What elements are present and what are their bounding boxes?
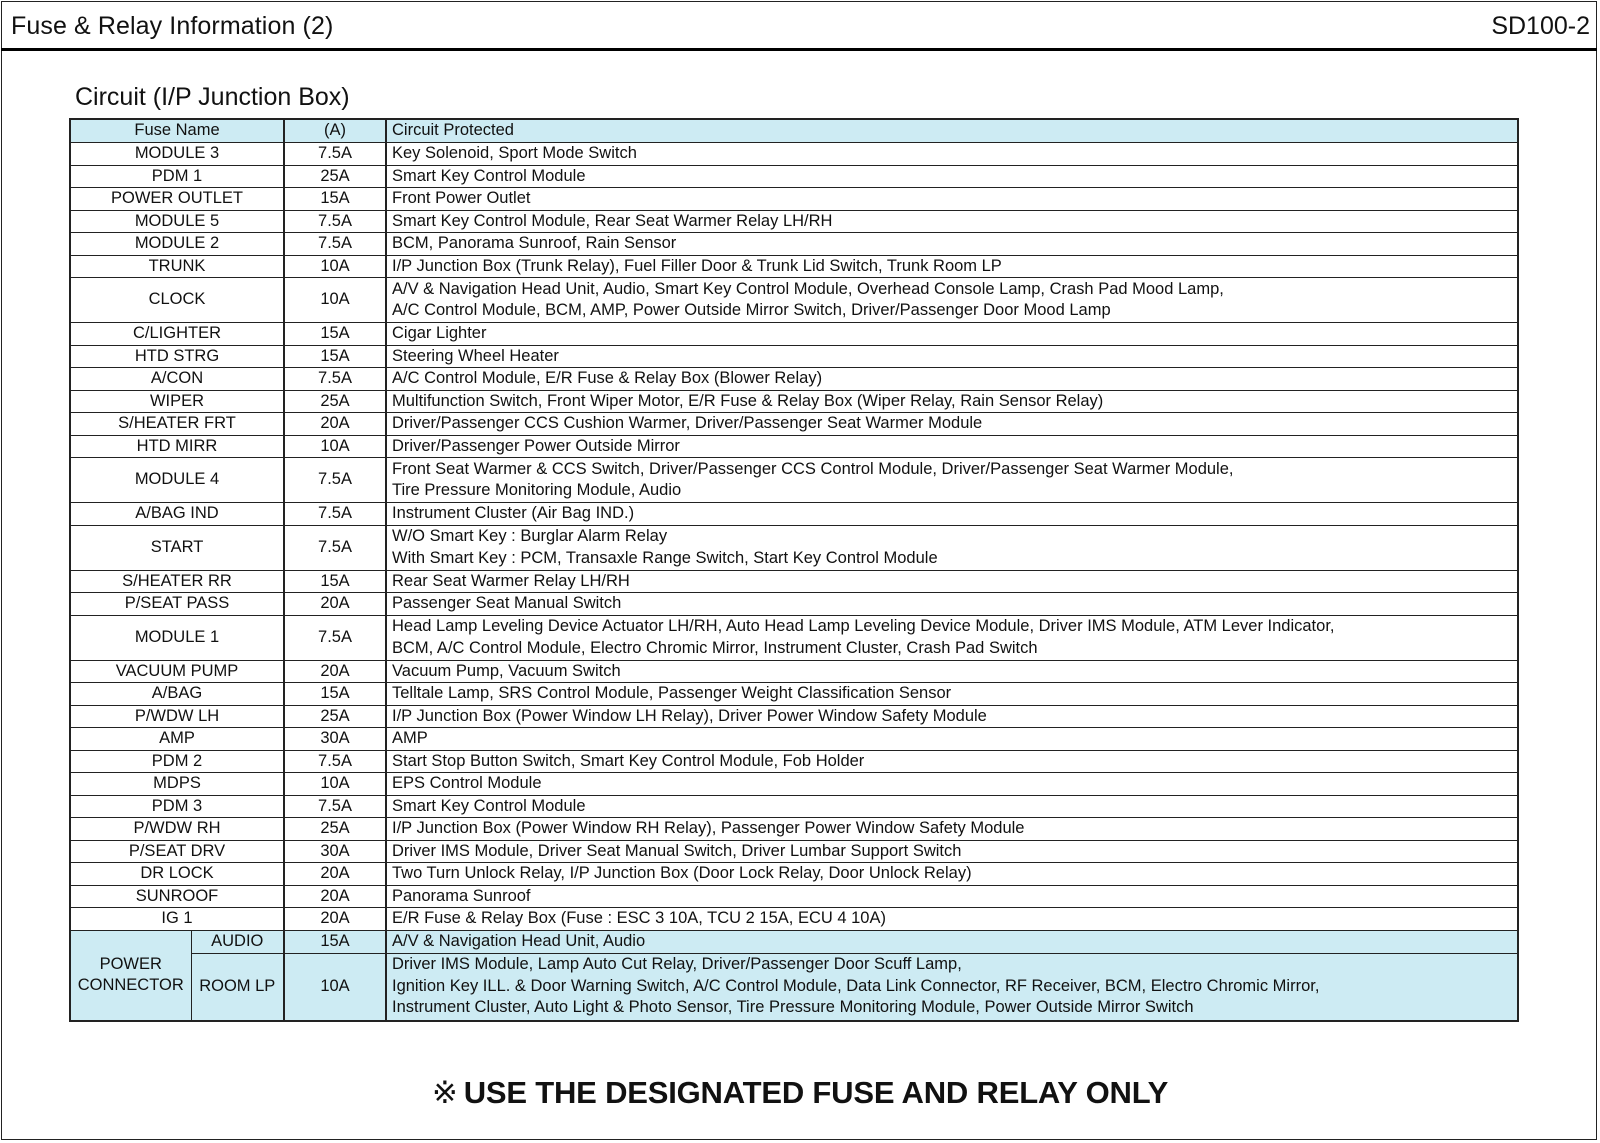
circuit-protected-line: Two Turn Unlock Relay, I/P Junction Box (Door Lock Relay, Door Unlock Relay) [392,864,972,882]
fuse-name-cell: POWER OUTLET [70,188,284,211]
circuit-protected-line: Driver IMS Module, Lamp Auto Cut Relay, Driver/Passenger Door Scuff Lamp, [392,955,962,974]
fuse-name-cell: HTD STRG [70,345,284,368]
table-row [70,840,1518,863]
power-connector-group-cell [70,930,191,1021]
fuse-amp-cell: 7.5A [284,525,386,570]
fuse-name-cell: P/SEAT PASS [70,593,284,616]
fuse-name-cell: MODULE 2 [70,233,284,256]
table-row [70,503,1518,526]
table-row [70,570,1518,593]
fuse-name-cell: MODULE 1 [70,615,284,660]
fuse-amp-cell: 20A [284,863,386,886]
fuse-amp-cell: 30A [284,728,386,751]
circuit-protected-line: Front Seat Warmer & CCS Switch, Driver/Passenger CCS Control Module, Driver/Passenger Seat Warmer Module, [392,459,1234,478]
fuse-name-cell: TRUNK [70,255,284,278]
fuse-amp-cell: 20A [284,885,386,908]
power-connector-sub-name: AUDIO [191,930,284,953]
circuit-protected-line: EPS Control Module [392,774,542,792]
table-row [70,683,1518,706]
circuit-protected-cell [386,390,1518,413]
circuit-protected-cell [386,930,1518,953]
fuse-name-cell: PDM 3 [70,795,284,818]
circuit-protected-line: Cigar Lighter [392,324,487,342]
header-amp: (A) [284,119,386,143]
circuit-protected-line: I/P Junction Box (Power Window RH Relay), Passenger Power Window Safety Module [392,819,1025,837]
table-row [70,750,1518,773]
circuit-protected-line: Front Power Outlet [392,189,531,207]
circuit-protected-cell [386,908,1518,931]
fuse-amp-cell: 7.5A [284,210,386,233]
circuit-protected-cell [386,525,1518,570]
circuit-protected-line: BCM, Panorama Sunroof, Rain Sensor [392,234,677,252]
table-row [70,818,1518,841]
circuit-protected-line: Passenger Seat Manual Switch [392,594,622,612]
circuit-protected-line: Telltale Lamp, SRS Control Module, Passenger Weight Classification Sensor [392,684,952,702]
table-row [70,705,1518,728]
notice-text: USE THE DESIGNATED FUSE AND RELAY ONLY [463,1075,1169,1110]
fuse-name-cell: A/BAG [70,683,284,706]
fuse-name-cell: SUNROOF [70,885,284,908]
fuse-name-cell: DR LOCK [70,863,284,886]
notice-banner [0,1075,1600,1111]
table-row [70,413,1518,436]
page-title: Fuse & Relay Information (2) [11,12,334,40]
fuse-amp-cell: 25A [284,165,386,188]
fuse-amp-cell: 20A [284,593,386,616]
fuse-amp-cell: 25A [284,705,386,728]
fuse-name-cell: PDM 2 [70,750,284,773]
circuit-protected-line: Ignition Key ILL. & Door Warning Switch, A/C Control Module, Data Link Connector, RF Receiver, BCM, Electro Chromic Mirror, [392,976,1320,995]
table-row [70,615,1518,660]
fuse-amp-cell: 10A [284,255,386,278]
fuse-amp-cell: 7.5A [284,368,386,391]
fuse-name-cell: PDM 1 [70,165,284,188]
circuit-protected-cell [386,233,1518,256]
circuit-protected-line: Driver/Passenger Power Outside Mirror [392,436,680,455]
circuit-protected-line: Instrument Cluster (Air Bag IND.) [392,504,635,522]
fuse-name-cell: CLOCK [70,278,284,323]
circuit-protected-line: BCM, A/C Control Module, Electro Chromic Mirror, Instrument Cluster, Crash Pad Switch [392,638,1038,657]
circuit-protected-line: Multifunction Switch, Front Wiper Motor, E/R Fuse & Relay Box (Wiper Relay, Rain Sensor Relay) [392,391,1104,410]
fuse-amp-cell: 7.5A [284,615,386,660]
circuit-protected-cell [386,210,1518,233]
fuse-name-cell: MODULE 3 [70,143,284,166]
fuse-amp-cell: 25A [284,390,386,413]
fuse-amp-cell: 15A [284,570,386,593]
circuit-protected-cell [386,165,1518,188]
header-fuse-name: Fuse Name [70,119,284,143]
table-row [70,143,1518,166]
fuse-name-cell: P/WDW LH [70,705,284,728]
circuit-protected-line: A/C Control Module, E/R Fuse & Relay Box (Blower Relay) [392,369,823,387]
table-row [70,210,1518,233]
fuse-amp-cell: 7.5A [284,143,386,166]
circuit-protected-cell [386,593,1518,616]
section-title: Circuit (I/P Junction Box) [75,83,350,111]
fuse-amp-cell: 7.5A [284,458,386,503]
circuit-protected-cell [386,278,1518,323]
circuit-protected-cell [386,863,1518,886]
power-connector-label-line2: CONNECTOR [77,976,184,994]
table-row [70,368,1518,391]
circuit-protected-line: W/O Smart Key : Burglar Alarm Relay [392,527,668,545]
fuse-name-cell: MDPS [70,773,284,796]
fuse-amp-cell: 20A [284,908,386,931]
fuse-name-cell: IG 1 [70,908,284,931]
table-row [70,233,1518,256]
circuit-protected-cell [386,143,1518,166]
fuse-name-cell: WIPER [70,390,284,413]
fuse-amp-cell: 10A [284,773,386,796]
fuse-amp-cell: 25A [284,818,386,841]
fuse-amp-cell: 15A [284,683,386,706]
table-row [70,863,1518,886]
circuit-protected-cell [386,323,1518,346]
fuse-table [69,118,1519,1022]
circuit-protected-cell [386,435,1518,458]
table-row [70,908,1518,931]
circuit-protected-line: A/V & Navigation Head Unit, Audio, Smart Key Control Module, Overhead Console Lamp, Crash Pad Mood Lamp, [392,279,1224,298]
fuse-name-cell: P/SEAT DRV [70,840,284,863]
fuse-name-cell: A/CON [70,368,284,391]
fuse-amp-cell: 7.5A [284,750,386,773]
fuse-amp-cell: 10A [284,278,386,323]
table-row [70,885,1518,908]
fuse-name-cell: A/BAG IND [70,503,284,526]
fuse-amp-cell: 15A [284,345,386,368]
power-connector-label-line1: POWER [99,954,162,973]
fuse-name-cell: HTD MIRR [70,435,284,458]
fuse-name-cell: VACUUM PUMP [70,660,284,683]
circuit-protected-cell [386,818,1518,841]
table-row [70,323,1518,346]
circuit-protected-line: E/R Fuse & Relay Box (Fuse : ESC 3 10A, TCU 2 15A, ECU 4 10A) [392,909,886,927]
circuit-protected-line: Smart Key Control Module [392,796,586,815]
circuit-protected-line: Key Solenoid, Sport Mode Switch [392,144,637,162]
fuse-amp-cell: 10A [284,953,386,1021]
table-row [70,165,1518,188]
table-row [70,660,1518,683]
fuse-name-cell: AMP [70,728,284,751]
table-header-row [70,119,1518,143]
fuse-amp-cell: 20A [284,660,386,683]
circuit-protected-cell [386,615,1518,660]
circuit-protected-line: I/P Junction Box (Power Window LH Relay), Driver Power Window Safety Module [392,706,987,725]
table-row [70,255,1518,278]
table-row [70,435,1518,458]
table-row [70,188,1518,211]
table-row [70,728,1518,751]
circuit-protected-cell [386,570,1518,593]
fuse-name-cell: C/LIGHTER [70,323,284,346]
circuit-protected-line: AMP [392,729,428,747]
power-connector-sub-name: ROOM LP [191,953,284,1021]
table-row [70,458,1518,503]
circuit-protected-cell [386,705,1518,728]
fuse-amp-cell: 10A [284,435,386,458]
circuit-protected-cell [386,683,1518,706]
circuit-protected-line: Rear Seat Warmer Relay LH/RH [392,571,630,590]
circuit-protected-cell [386,503,1518,526]
circuit-protected-cell [386,728,1518,751]
circuit-protected-line: Panorama Sunroof [392,886,531,905]
table-row [70,593,1518,616]
circuit-protected-line: Driver IMS Module, Driver Seat Manual Switch, Driver Lumbar Support Switch [392,841,962,860]
fuse-amp-cell: 15A [284,930,386,953]
fuse-name-cell: MODULE 4 [70,458,284,503]
circuit-protected-line: I/P Junction Box (Trunk Relay), Fuel Filler Door & Trunk Lid Switch, Trunk Room LP [392,256,1002,275]
circuit-protected-cell [386,660,1518,683]
fuse-name-cell: S/HEATER FRT [70,413,284,436]
circuit-protected-line: Vacuum Pump, Vacuum Switch [392,661,621,680]
table-row [70,390,1518,413]
circuit-protected-cell [386,750,1518,773]
circuit-protected-cell [386,953,1518,1021]
circuit-protected-line: Tire Pressure Monitoring Module, Audio [392,481,682,499]
circuit-protected-line: Smart Key Control Module [392,166,586,185]
fuse-name-cell: MODULE 5 [70,210,284,233]
circuit-protected-line: A/V & Navigation Head Unit, Audio [392,931,646,950]
header-circuit-protected: Circuit Protected [386,119,1518,143]
fuse-amp-cell: 7.5A [284,503,386,526]
circuit-protected-cell [386,255,1518,278]
fuse-amp-cell: 15A [284,323,386,346]
fuse-name-cell: START [70,525,284,570]
circuit-protected-line: Driver/Passenger CCS Cushion Warmer, Driver/Passenger Seat Warmer Module [392,414,983,432]
fuse-name-cell: S/HEATER RR [70,570,284,593]
circuit-protected-cell [386,795,1518,818]
circuit-protected-line: Steering Wheel Heater [392,346,559,365]
circuit-protected-line: Instrument Cluster, Auto Light & Photo Sensor, Tire Pressure Monitoring Module, Power Outside Mirror Switch [392,998,1194,1017]
circuit-protected-cell [386,840,1518,863]
table-row [70,773,1518,796]
circuit-protected-cell [386,345,1518,368]
circuit-protected-cell [386,368,1518,391]
page-header [1,1,1597,51]
circuit-protected-cell [386,885,1518,908]
circuit-protected-line: A/C Control Module, BCM, AMP, Power Outside Mirror Switch, Driver/Passenger Door Mood Lamp [392,301,1111,319]
table-row [70,345,1518,368]
reference-mark-icon: ※ [431,1075,458,1110]
circuit-protected-line: Head Lamp Leveling Device Actuator LH/RH, Auto Head Lamp Leveling Device Module, Driver IMS Module, ATM Lever Indicator, [392,617,1335,635]
table-row-power-connector [70,953,1518,1021]
fuse-amp-cell: 20A [284,413,386,436]
circuit-protected-line: Smart Key Control Module, Rear Seat Warmer Relay LH/RH [392,211,833,230]
circuit-protected-cell [386,188,1518,211]
fuse-amp-cell: 7.5A [284,795,386,818]
table-row [70,795,1518,818]
circuit-protected-cell [386,458,1518,503]
circuit-protected-cell [386,413,1518,436]
fuse-amp-cell: 30A [284,840,386,863]
fuse-name-cell: P/WDW RH [70,818,284,841]
fuse-amp-cell: 7.5A [284,233,386,256]
circuit-protected-line: Start Stop Button Switch, Smart Key Control Module, Fob Holder [392,751,865,770]
table-row [70,525,1518,570]
table-row [70,278,1518,323]
circuit-protected-cell [386,773,1518,796]
page-code: SD100-2 [1491,12,1590,40]
fuse-amp-cell: 15A [284,188,386,211]
circuit-protected-line: With Smart Key : PCM, Transaxle Range Switch, Start Key Control Module [392,548,938,567]
table-row-power-connector [70,930,1518,953]
